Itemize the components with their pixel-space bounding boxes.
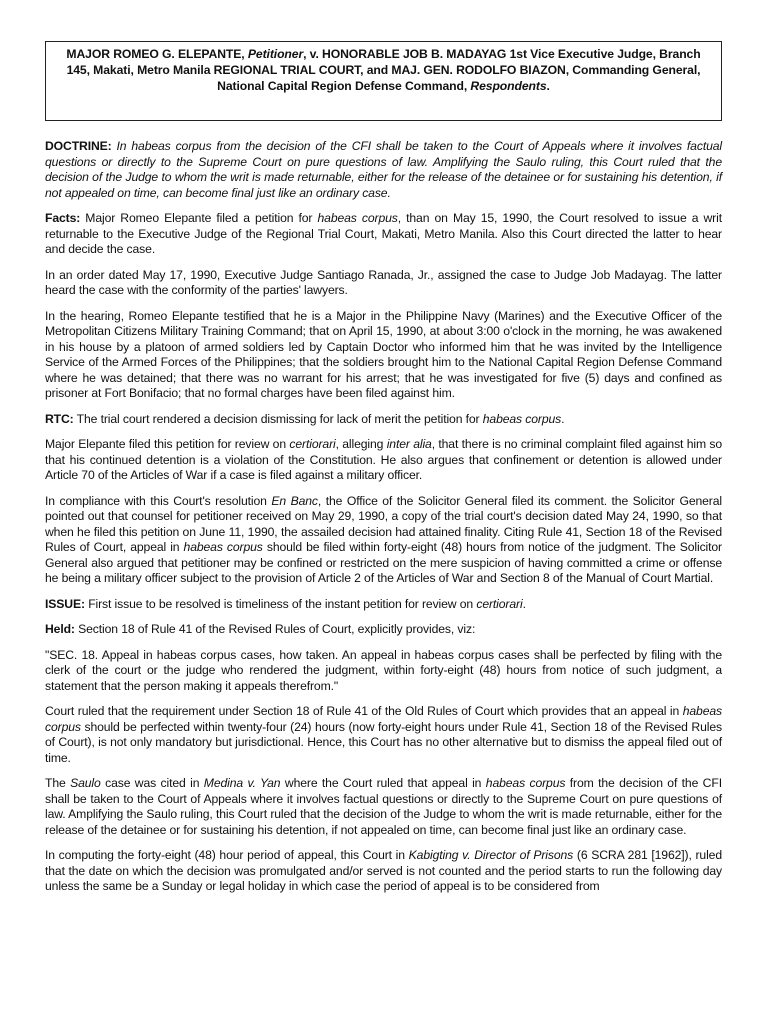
document-page	[45, 0, 722, 895]
sec18-quote-paragraph: "SEC. 18. Appeal in habeas corpus cases, how taken. An appeal in habeas corpus cases shall be perfected by filing with the clerk of the court or the judge who rendered the judgment, within forty-eight (48) hours from notice of such judgment, a statement that the person making it appeals therefrom."	[45, 647, 722, 693]
case-title-respondents: Respondents	[470, 79, 547, 93]
order-paragraph: In an order dated May 17, 1990, Executive Judge Santiago Ranada, Jr., assigned the case to Judge Job Madayag. The latter heard the case with the conformity of the parties' lawyers.	[45, 267, 722, 297]
case-title-part: MAJOR ROMEO G. ELEPANTE,	[66, 47, 248, 61]
hearing-paragraph: In the hearing, Romeo Elepante testified that he is a Major in the Philippine Navy (Marines) and the Executive Officer of the Metropolitan Citizens Military Training Command; that on April 15, 1990, at about 3:00 o'clock in the morning, he was awakened in his house by a platoon of armed soldiers led by Captain Doctor who informed him that he was invited by the Intelligence Service of the Armed Forces of the Philippines; that the soldiers brought him to the National Capital Region Defense Command where he was detained; that there was no warrant for his arrest; that he was investigated for five (5) days and confined as prisoner at Fort Bonifacio; that no formal charges have been filed against him.	[45, 308, 722, 400]
saulo-text-italic: Medina v. Yan	[203, 776, 281, 790]
review-paragraph	[45, 437, 722, 484]
review-text-italic: certiorari	[289, 437, 336, 451]
facts-text-italic: habeas corpus	[317, 211, 398, 225]
computing-text-italic: Kabigting v. Director of Prisons	[408, 848, 574, 862]
court-ruled-paragraph	[45, 704, 722, 766]
facts-text: , than on May 15, 1990, the Court resolved to issue a writ returnable to the Executive Judge of the Regional Trial Court, Makati, Metro Manila. Also this Court directed the latter to hear and decide the case.	[45, 211, 722, 256]
facts-text: Major Romeo Elepante filed a petition for	[80, 211, 318, 225]
rtc-paragraph	[45, 412, 722, 428]
doctrine-paragraph	[45, 139, 722, 201]
compliance-text-italic: En Banc	[271, 493, 318, 508]
saulo-paragraph	[45, 776, 722, 838]
compliance-text: should be filed within forty-eight (48) hours from notice of the judgment. The Solicitor General also argued that petitioner may be confined or restricted on the mere suspicion of having committed a crime or offense he being a military officer subject to the provision of Article 2 of the Articles of War and Section 8 of the Manual of Court Martial.	[45, 540, 722, 585]
review-text-italic: inter alia	[386, 437, 432, 451]
held-paragraph	[45, 622, 722, 638]
doctrine-text: In habeas corpus from the decision of the CFI shall be taken to the Court of Appeals where it involves factual questions or directly to the Supreme Court on pure questions of law. Amplifying the Saulo ruling, this Court ruled that the decision of the Judge to whom the writ is made returnable, either for the release of the detainee or for sustaining his detention, if not appealed on time, can become final just like an ordinary case.	[45, 139, 722, 200]
saulo-text-italic: habeas corpus	[485, 776, 566, 790]
rtc-text: The trial court rendered a decision dismissing for lack of merit the petition for	[73, 411, 483, 426]
review-text: , alleging	[335, 437, 387, 451]
issue-paragraph	[45, 597, 722, 613]
court-ruled-text: Court ruled that the requirement under Section 18 of Rule 41 of the Old Rules of Court which provides that an appeal in	[45, 704, 683, 718]
compliance-text-italic: habeas corpus	[183, 540, 263, 554]
issue-text-italic: certiorari	[476, 596, 523, 611]
saulo-text: where the Court ruled that appeal in	[280, 776, 486, 790]
issue-text: First issue to be resolved is timeliness of the instant petition for review on	[84, 596, 477, 611]
saulo-text: case was cited in	[100, 776, 204, 790]
compliance-paragraph	[45, 494, 722, 587]
issue-label: ISSUE:	[45, 596, 85, 611]
saulo-text: The	[45, 776, 71, 790]
court-ruled-text-italic: habeas corpus	[45, 704, 722, 734]
case-title-part: , v. HONORABLE JOB B. MADAYAG 1st Vice Executive Judge, Branch 145, Makati, Metro Manila REGIONAL TRIAL COURT, and MAJ. GEN. RODOLFO BIAZON, Commanding General, National Capital Region Defense Command,	[66, 47, 701, 93]
compliance-text: , the Office of the Solicitor General filed its comment. the Solicitor General pointed out that counsel for petitioner received on May 29, 1990, a copy of the trial court's decision dated May 24, 1990, so that when he filed this petition on June 11, 1990, the assailed decision had attained finality. Citing Rule 41, Section 18 of the Revised Rules of Court, appeal in	[45, 493, 722, 554]
compliance-text: In compliance with this Court's resolution	[45, 493, 272, 508]
saulo-text: from the decision of the CFI shall be taken to the Court of Appeals where it involves factual questions or directly to the Supreme Court on pure questions of law. Amplifying the Saulo ruling, this Court ruled that the decision of the Judge to whom the writ is made returnable, either for the release of the detainee or for sustaining his detention, if not appealed on time, can become final just like an ordinary case.	[45, 776, 722, 837]
held-text: Section 18 of Rule 41 of the Revised Rules of Court, explicitly provides, viz:	[74, 622, 476, 636]
computing-text: (6 SCRA 281 [1962]), ruled that the date on which the decision was promulgated and/or served is not counted and the period starts to run the following day unless the same be a Sunday or legal holiday in which case the period of appeal is to be considered from	[45, 848, 722, 893]
facts-label: Facts:	[45, 211, 81, 225]
rtc-label: RTC:	[45, 411, 74, 426]
held-label: Held:	[45, 622, 75, 636]
court-ruled-text: should be perfected within twenty-four (24) hours (now forty-eight hours under Rule 41, Section 18 of the Revised Rules of Court), is not only mandatory but jurisdictional. Hence, this Court has no other alternative but to dismiss the appeal filed out of time.	[45, 719, 722, 765]
facts-paragraph	[45, 211, 722, 258]
case-title-part: .	[546, 79, 550, 93]
review-text: , that there is no criminal complaint filed against him so that his continued detention is a violation of the Constitution. He also argues that confinement or detention is allowed under Article 70 of the Articles of War if a case is filed against a military officer.	[45, 437, 722, 482]
rtc-text-italic: habeas corpus	[482, 411, 562, 426]
review-text: Major Elepante filed this petition for review on	[45, 437, 290, 451]
computing-text: In computing the forty-eight (48) hour period of appeal, this Court in	[45, 848, 409, 862]
case-title-box	[45, 41, 722, 121]
rtc-text: .	[561, 411, 565, 426]
computing-paragraph	[45, 848, 722, 895]
case-title-petitioner: Petitioner	[247, 47, 304, 61]
doctrine-label: DOCTRINE:	[45, 139, 112, 153]
issue-text: .	[522, 596, 526, 611]
saulo-text-italic: Saulo	[70, 776, 101, 790]
